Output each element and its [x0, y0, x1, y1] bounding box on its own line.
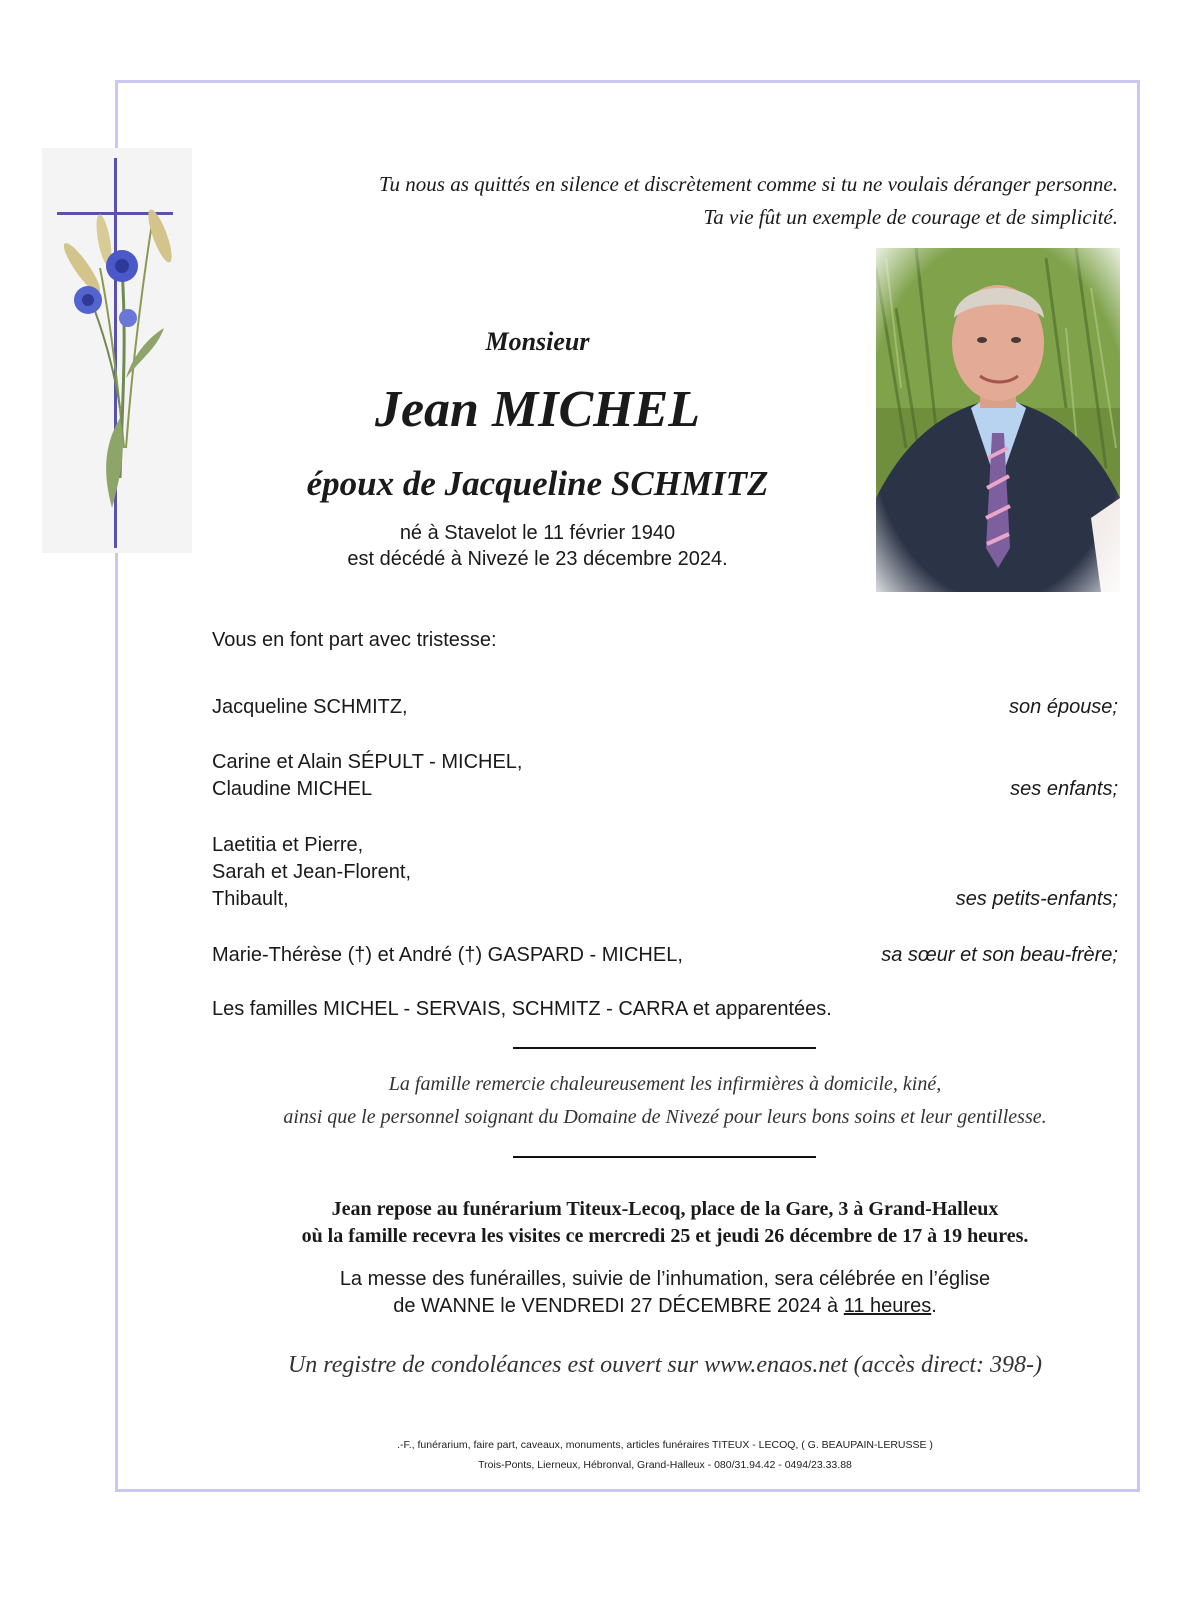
- mass-line-1: La messe des funérailles, suivie de l’inhumation, sera célébrée en l’église: [339, 1268, 991, 1290]
- family-entry: [212, 749, 1118, 803]
- family-relation: ses enfants;: [1010, 778, 1118, 800]
- birth-death-dates: [200, 520, 875, 572]
- quote: [218, 168, 1118, 234]
- family-name: Marie-Thérèse (†) et André (†) GASPARD - MICHEL,: [212, 944, 683, 966]
- birth-line: né à Stavelot le 11 février 1940: [399, 522, 676, 544]
- footer-line-1: .-F., funérarium, faire part, caveaux, monuments, articles funéraires TITEUX - LECOQ, ( G. BEAUPAIN-LERUSSE ): [397, 1439, 933, 1451]
- mass-suffix: .: [931, 1295, 937, 1317]
- family-name: Thibault,: [212, 888, 289, 910]
- family-relation: son épouse;: [1009, 696, 1118, 718]
- announcement-intro: Vous en font part avec tristesse:: [212, 629, 497, 651]
- cross-icon: [42, 148, 192, 553]
- deceased-name: Jean MICHEL: [374, 381, 701, 438]
- portrait-photo: [876, 248, 1120, 592]
- family-entry: [212, 832, 1118, 913]
- quote-line-1: Tu nous as quittés en silence et discrètement comme si tu ne voulais déranger personne.: [379, 172, 1118, 196]
- mass-info: [100, 1266, 1203, 1320]
- funerarium-line-2: où la famille recevra les visites ce mercredi 25 et jeudi 26 décembre de 17 à 19 heures.: [301, 1225, 1029, 1247]
- mass-date: de WANNE le VENDREDI 27 DÉCEMBRE 2024 à: [393, 1295, 844, 1317]
- mass-line-2: [100, 1293, 1203, 1320]
- spouse-line: époux de Jacqueline SCHMITZ: [306, 464, 769, 503]
- extended-families: Les familles MICHEL - SERVAIS, SCHMITZ - CARRA et apparentées.: [212, 998, 832, 1020]
- family-name: Carine et Alain SÉPULT - MICHEL,: [212, 751, 523, 773]
- divider-2: [513, 1156, 816, 1158]
- condolence-registry: Un registre de condoléances est ouvert sur www.enaos.net (accès direct: 398-): [287, 1352, 1043, 1378]
- family-name: Sarah et Jean-Florent,: [212, 861, 411, 883]
- family-name: Jacqueline SCHMITZ,: [212, 696, 408, 718]
- footer-line-2: Trois-Ponts, Lierneux, Hébronval, Grand-Halleux - 080/31.94.42 - 0494/23.33.88: [478, 1459, 852, 1471]
- portrait-image: [876, 248, 1120, 592]
- thanks-line-1: La famille remercie chaleureusement les infirmières à domicile, kiné,: [388, 1073, 942, 1095]
- family-entry: [212, 694, 1118, 721]
- mass-time: 11 heures: [843, 1295, 932, 1317]
- family-relation: sa sœur et son beau-frère;: [881, 944, 1118, 966]
- salutation: Monsieur: [485, 327, 590, 356]
- family-relation: ses petits-enfants;: [955, 888, 1118, 910]
- family-entry: [212, 942, 1118, 969]
- family-name: Laetitia et Pierre,: [212, 834, 364, 856]
- thanks-line-2: ainsi que le personnel soignant du Domaine de Nivezé pour leurs bons soins et leur gentillesse.: [283, 1106, 1047, 1128]
- death-line: est décédé à Nivezé le 23 décembre 2024.: [347, 548, 728, 570]
- funeral-home-footer: [215, 1435, 1115, 1475]
- divider-1: [513, 1047, 816, 1049]
- family-name: Claudine MICHEL: [212, 778, 373, 800]
- thanks-message: [150, 1068, 1180, 1134]
- cross-flowers-image: [42, 148, 192, 553]
- funerarium-info: [150, 1196, 1180, 1250]
- quote-line-2: Ta vie fût un exemple de courage et de simplicité.: [703, 205, 1118, 229]
- funerarium-line-1: Jean repose au funérarium Titeux-Lecoq, place de la Gare, 3 à Grand-Halleux: [331, 1198, 999, 1220]
